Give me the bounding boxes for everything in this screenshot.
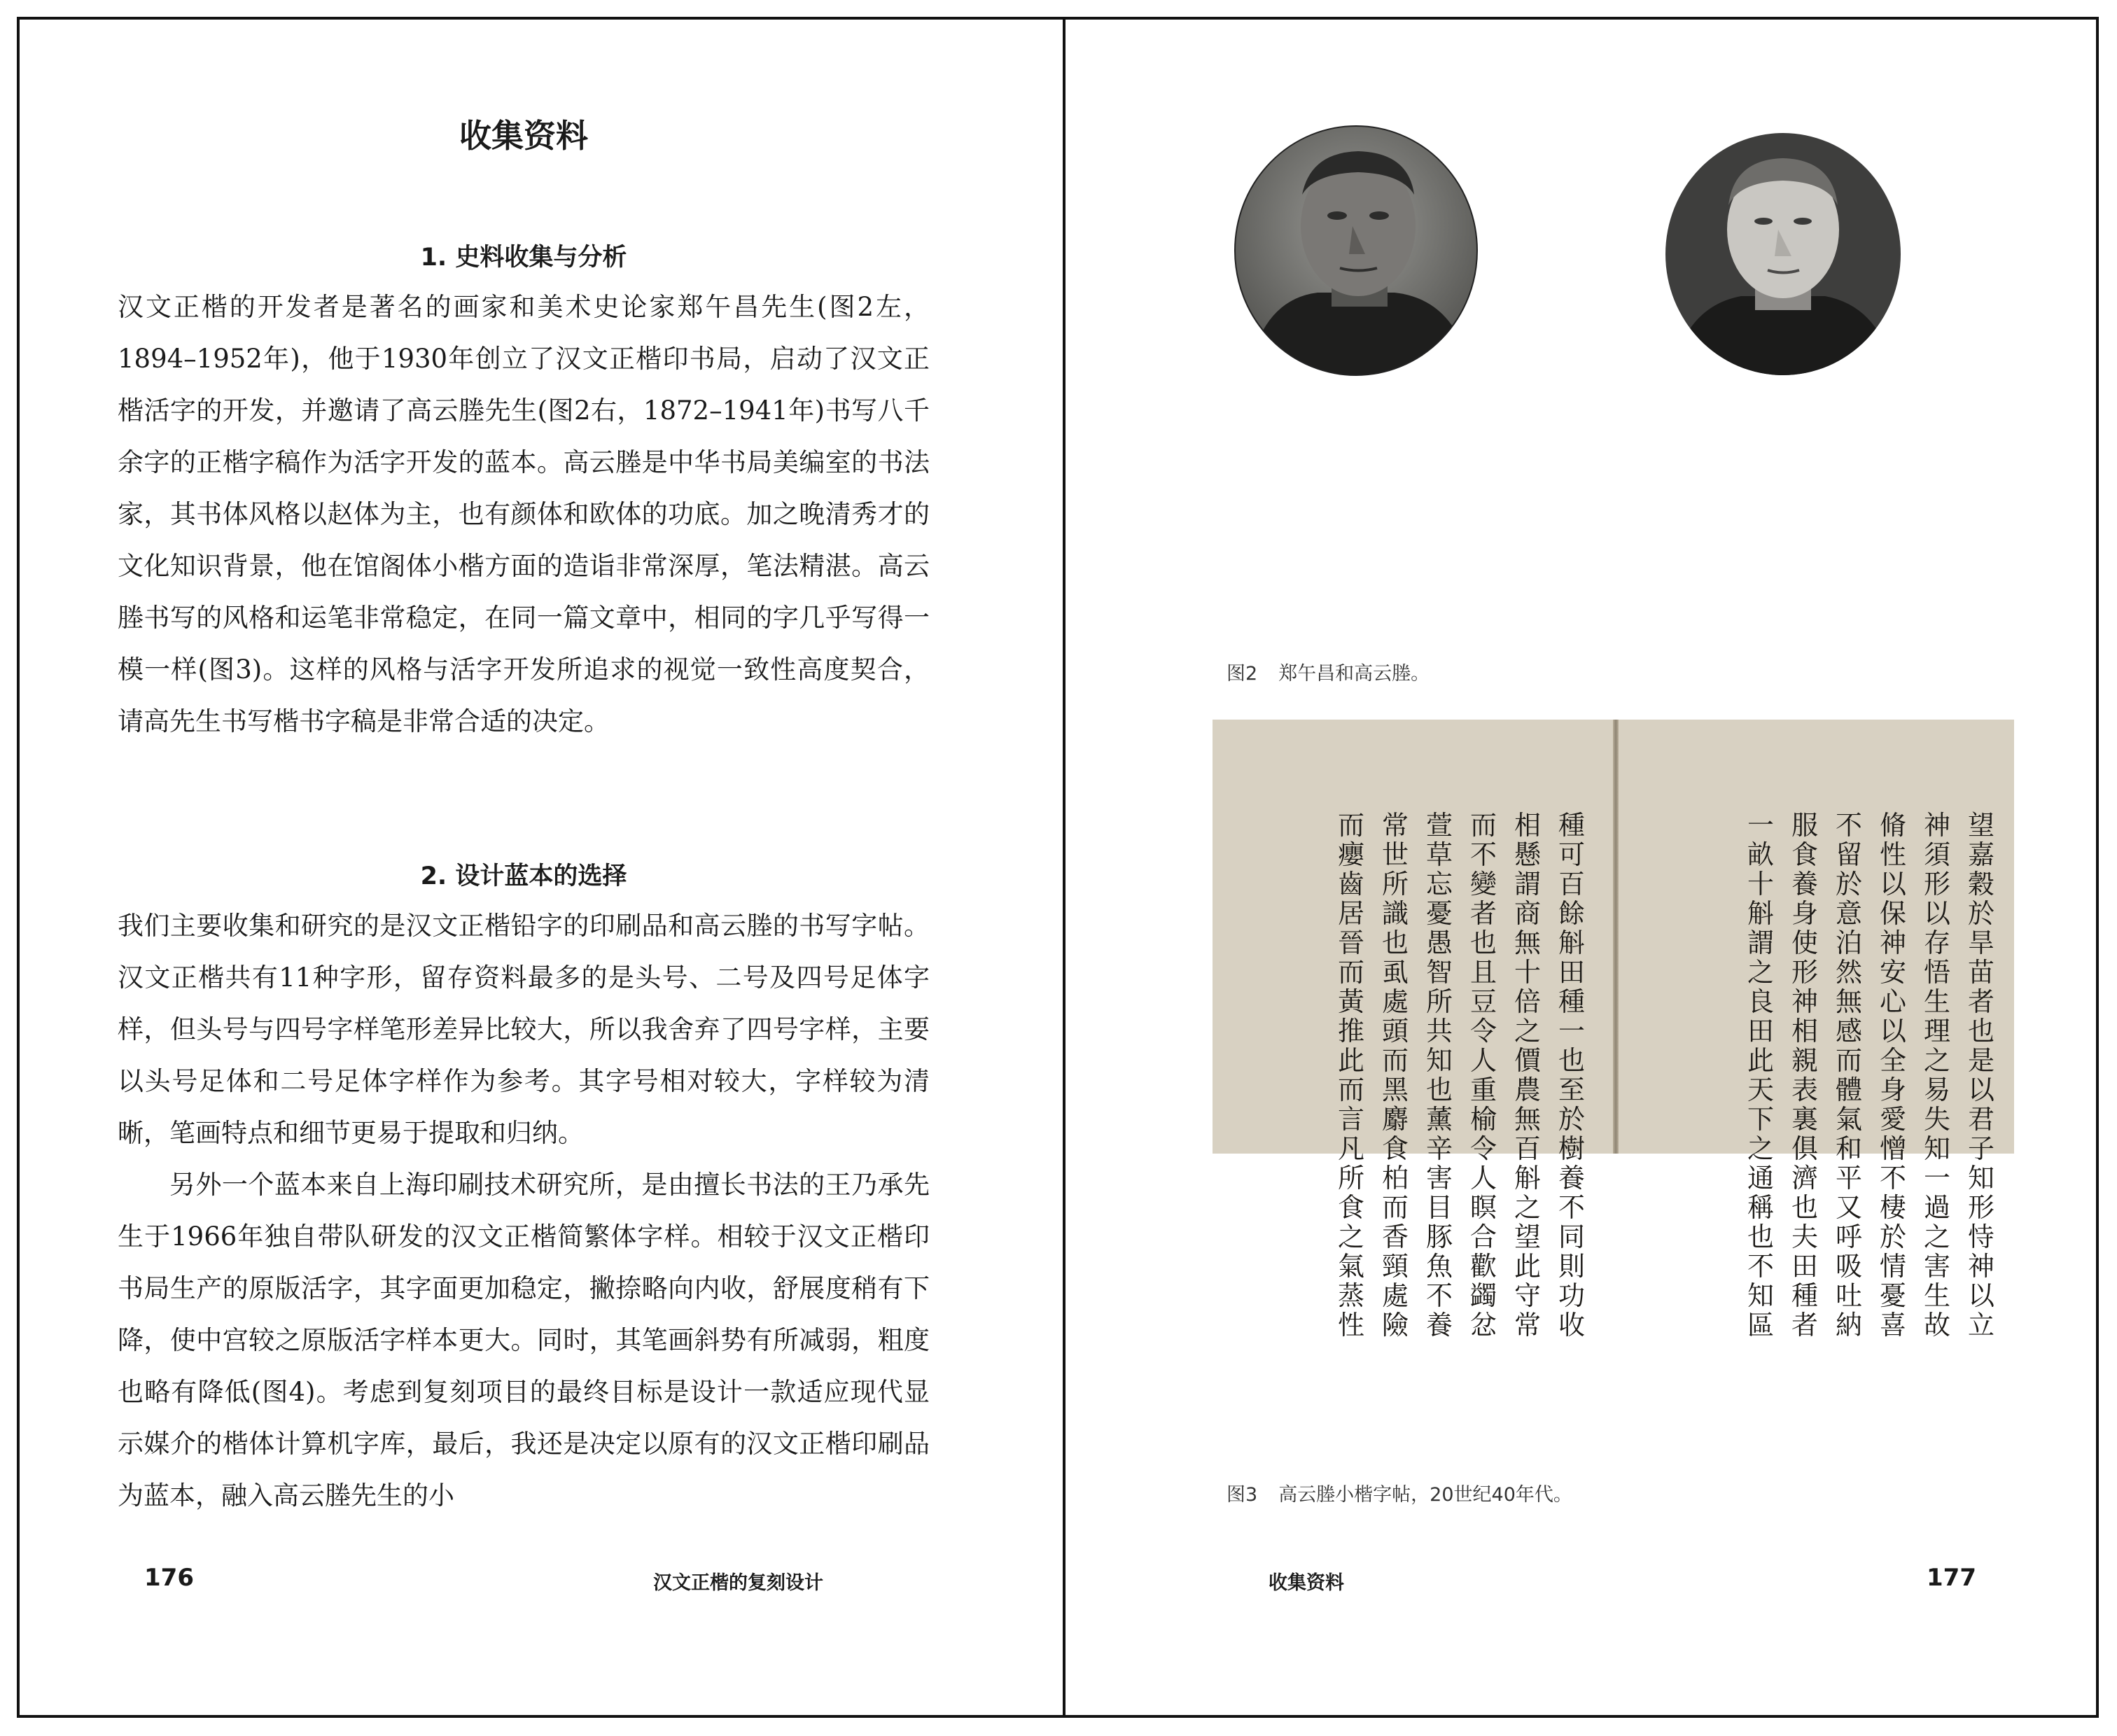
figure2-caption-text: 郑午昌和高云塍。 bbox=[1278, 663, 1430, 685]
portrait-gao-yunsheng bbox=[1664, 132, 1902, 377]
manuscript-column: 一畝十斛謂之良田此天下之通稱也不知區 bbox=[1747, 810, 1774, 1340]
manuscript-column: 不留於意泊然無感而體氣和平又呼吸吐納 bbox=[1835, 810, 1862, 1340]
figure3-number: 图3 bbox=[1227, 1484, 1258, 1506]
portrait-zheng-wuchang bbox=[1234, 125, 1479, 377]
manuscript-image bbox=[1213, 720, 2014, 1340]
book-spread bbox=[17, 17, 2099, 1718]
section1-paragraph: 汉文正楷的开发者是著名的画家和美术史论家郑午昌先生(图2左，1894–1952年)，他于1930年创立了汉文正楷印书局，启动了汉文正楷活字的开发，并邀请了高云塍先生(图2右，1872–1941年)书写八千余字的正楷字稿作为活字开发的蓝本。高云塍是中华书局美编室的书法家，其书体风格以赵体为主，也有颜体和欧体的功底。加之晚清秀才的文化知识背景，他在馆阁体小楷方面的造诣非常深厚，笔法精湛。高云塍书写的风格和运笔非常稳定，在同一篇文章中，相同的字几乎写得一模一样(图3)。这样的风格与活字开发所追求的视觉一致性高度契合，请高先生书写楷书字稿是非常合适的决定。 bbox=[118, 292, 930, 736]
manuscript-column: 萱草忘憂愚智所共知也薰辛害目豚魚不養 bbox=[1425, 810, 1453, 1340]
manuscript-column: 而不變者也且豆令人重榆令人瞑合歡蠲忿 bbox=[1469, 810, 1497, 1340]
manuscript-column: 脩性以保神安心以全身愛憎不棲於情憂喜 bbox=[1879, 810, 1906, 1340]
manuscript-column: 相懸謂商無十倍之價農無百斛之望此守常 bbox=[1514, 810, 1541, 1340]
page-number-right: 177 bbox=[1927, 1564, 1976, 1592]
running-title-right: 收集资料 bbox=[1269, 1572, 1344, 1594]
manuscript-column: 服食養身使形神相親表裏俱濟也夫田種者 bbox=[1791, 810, 1818, 1340]
manuscript-column: 常世所識也虱處頭而黑麝食柏而香頸處險 bbox=[1381, 810, 1409, 1340]
manuscript-column: 神須形以存悟生理之易失知一過之害生故 bbox=[1923, 810, 1950, 1340]
chapter-title: 收集资料 bbox=[459, 117, 588, 155]
section2-heading: 2. 设计蓝本的选择 bbox=[420, 862, 627, 890]
left-page bbox=[20, 20, 1063, 1715]
section2-paragraph-1: 我们主要收集和研究的是汉文正楷铅字的印刷品和高云塍的书写字帖。汉文正楷共有11种字形，留存资料最多的是头号、二号及四号足体字样，但头号与四号字样笔形差异比较大，所以我舍弃了四号字样，主要以头号足体和二号足体字样作为参考。其字号相对较大，字样较为清晰，笔画特点和细节更易于提取和归纳。 bbox=[118, 911, 930, 1148]
manuscript-fold bbox=[1613, 720, 1619, 1154]
page-number-left: 176 bbox=[144, 1564, 194, 1592]
running-title-left: 汉文正楷的复刻设计 bbox=[653, 1572, 823, 1594]
figure3-caption bbox=[1227, 1479, 1572, 1506]
section1-heading: 1. 史料收集与分析 bbox=[420, 244, 627, 272]
figure2-caption bbox=[1227, 658, 1430, 685]
figure2-number: 图2 bbox=[1227, 663, 1258, 685]
right-page bbox=[1066, 20, 2099, 1715]
manuscript-column: 望嘉穀於旱苗者也是以君子知形恃神以立 bbox=[1967, 810, 1994, 1340]
manuscript-column: 種可百餘斛田種一也至於樹養不同則功收 bbox=[1558, 810, 1585, 1340]
figure3-caption-text: 高云塍小楷字帖，20世纪40年代。 bbox=[1278, 1484, 1572, 1506]
manuscript-column: 而癭齒居晉而黃推此而言凡所食之氣蒸性 bbox=[1337, 810, 1364, 1340]
section2-paragraph-2: 另外一个蓝本来自上海印刷技术研究所，是由擅长书法的王乃承先生于1966年独自带队研发的汉文正楷简繁体字样。相较于汉文正楷印书局生产的原版活字，其字面更加稳定，撇捺略向内收，舒展度稍有下降，使中宫较之原版活字样本更大。同时，其笔画斜势有所减弱，粗度也略有降低(图4)。考虑到复刻项目的最终目标是设计一款适应现代显示媒介的楷体计算机字库，最后，我还是决定以原有的汉文正楷印刷品为蓝本，融入高云塍先生的小 bbox=[118, 1170, 930, 1511]
